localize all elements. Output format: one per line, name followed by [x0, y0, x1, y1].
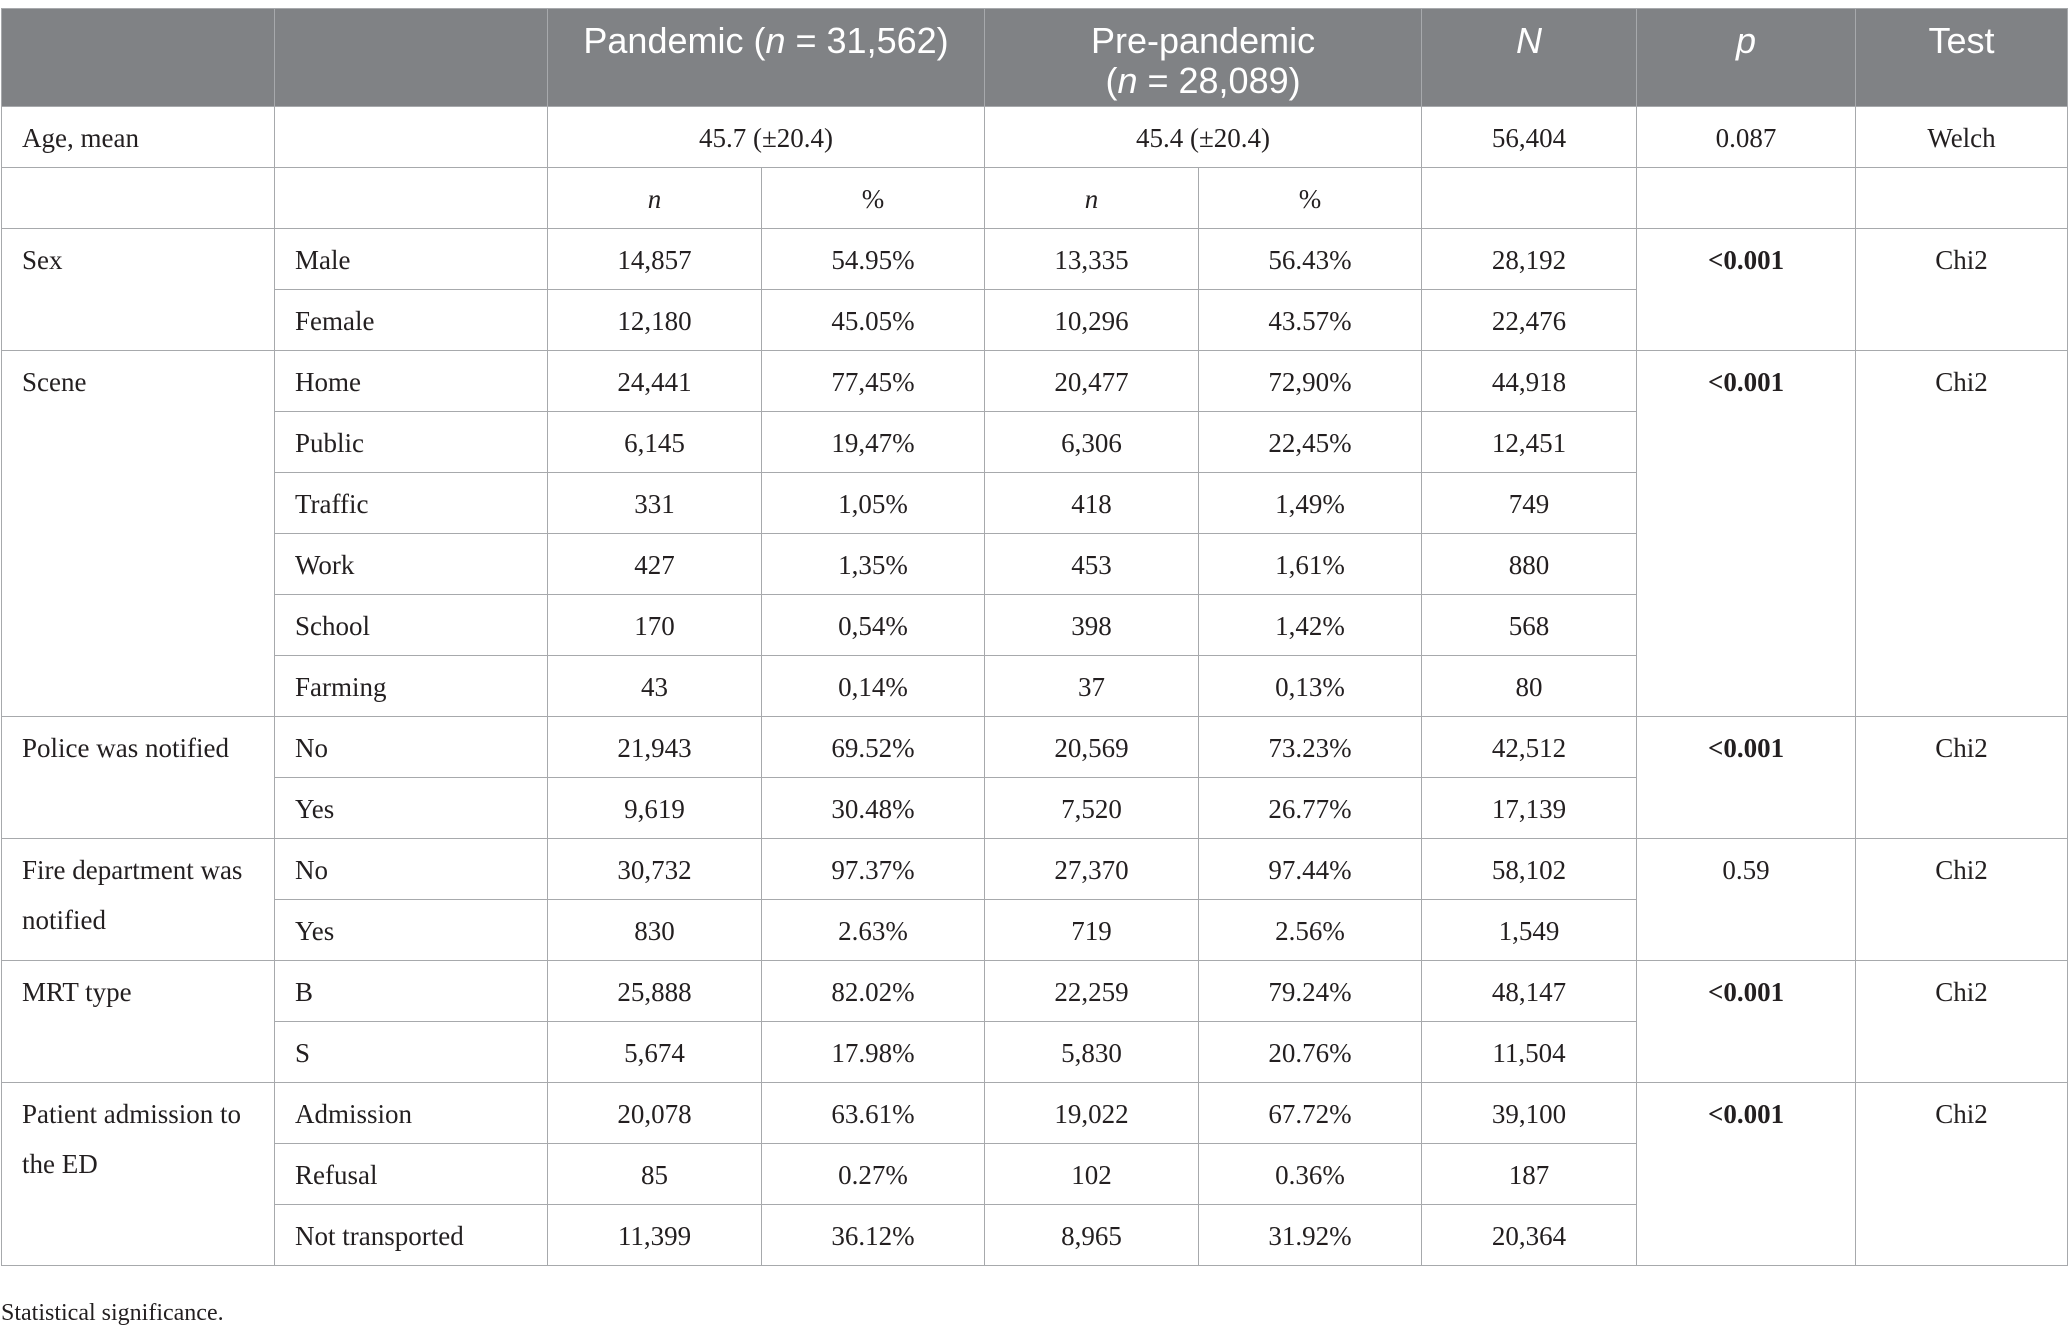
- prepandemic-n: 27,370: [985, 839, 1199, 900]
- subheader-blank-4: [1637, 168, 1856, 229]
- pandemic-pct: 2.63%: [762, 900, 985, 961]
- prepandemic-pct: 1,49%: [1199, 473, 1422, 534]
- test-name: Chi2: [1856, 839, 2068, 961]
- group-label: Police was notified: [2, 717, 275, 839]
- pandemic-n: 21,943: [548, 717, 762, 778]
- p-value: <0.001: [1637, 229, 1856, 351]
- prepandemic-n: 102: [985, 1144, 1199, 1205]
- total-N: 749: [1422, 473, 1637, 534]
- category-label: Home: [275, 351, 548, 412]
- prepandemic-n: 6,306: [985, 412, 1199, 473]
- pandemic-n: 9,619: [548, 778, 762, 839]
- total-N: 48,147: [1422, 961, 1637, 1022]
- category-label: S: [275, 1022, 548, 1083]
- test-name: Chi2: [1856, 1083, 2068, 1266]
- category-label: Yes: [275, 900, 548, 961]
- prepandemic-n: 19,022: [985, 1083, 1199, 1144]
- statistics-table: [1, 8, 2068, 1266]
- header-row: [2, 9, 2068, 107]
- category-label: Male: [275, 229, 548, 290]
- category-label: Public: [275, 412, 548, 473]
- category-label: B: [275, 961, 548, 1022]
- total-N: 20,364: [1422, 1205, 1637, 1266]
- p-value: <0.001: [1637, 717, 1856, 839]
- subheader-prepandemic-pct: %: [1199, 168, 1422, 229]
- category-label: No: [275, 839, 548, 900]
- prepandemic-pct: 22,45%: [1199, 412, 1422, 473]
- total-N: 22,476: [1422, 290, 1637, 351]
- test-name: Chi2: [1856, 717, 2068, 839]
- pandemic-pct: 97.37%: [762, 839, 985, 900]
- pandemic-pct: 19,47%: [762, 412, 985, 473]
- prepandemic-n: 5,830: [985, 1022, 1199, 1083]
- category-label: Farming: [275, 656, 548, 717]
- prepandemic-pct: 31.92%: [1199, 1205, 1422, 1266]
- total-N: 11,504: [1422, 1022, 1637, 1083]
- p-value: 0.59: [1637, 839, 1856, 961]
- total-N: 42,512: [1422, 717, 1637, 778]
- header-p: p: [1637, 9, 1856, 107]
- pandemic-pct: 82.02%: [762, 961, 985, 1022]
- age-pandemic: 45.7 (±20.4): [548, 107, 985, 168]
- prepandemic-n: 13,335: [985, 229, 1199, 290]
- header-pandemic: Pandemic (n = 31,562): [548, 9, 985, 107]
- pandemic-pct: 45.05%: [762, 290, 985, 351]
- category-label: Not transported: [275, 1205, 548, 1266]
- pandemic-pct: 63.61%: [762, 1083, 985, 1144]
- total-N: 58,102: [1422, 839, 1637, 900]
- age-N: 56,404: [1422, 107, 1637, 168]
- age-prepandemic: 45.4 (±20.4): [985, 107, 1422, 168]
- pandemic-pct: 17.98%: [762, 1022, 985, 1083]
- footnote: Statistical significance.: [1, 1300, 224, 1326]
- pandemic-pct: 77,45%: [762, 351, 985, 412]
- prepandemic-pct: 2.56%: [1199, 900, 1422, 961]
- prepandemic-n: 20,477: [985, 351, 1199, 412]
- prepandemic-n: 719: [985, 900, 1199, 961]
- table-row: [2, 961, 2068, 1022]
- prepandemic-n: 10,296: [985, 290, 1199, 351]
- pandemic-n: 5,674: [548, 1022, 762, 1083]
- prepandemic-n: 22,259: [985, 961, 1199, 1022]
- p-value: <0.001: [1637, 1083, 1856, 1266]
- pandemic-n: 25,888: [548, 961, 762, 1022]
- header-N: N: [1422, 9, 1637, 107]
- pandemic-pct: 36.12%: [762, 1205, 985, 1266]
- category-label: Refusal: [275, 1144, 548, 1205]
- total-N: 187: [1422, 1144, 1637, 1205]
- prepandemic-pct: 26.77%: [1199, 778, 1422, 839]
- table-header: [2, 9, 2068, 107]
- header-blank-1: [2, 9, 275, 107]
- pandemic-n: 331: [548, 473, 762, 534]
- table-row: [2, 229, 2068, 290]
- category-label: Yes: [275, 778, 548, 839]
- group-label: Scene: [2, 351, 275, 717]
- subheader-pandemic-pct: %: [762, 168, 985, 229]
- pandemic-n: 20,078: [548, 1083, 762, 1144]
- prepandemic-pct: 20.76%: [1199, 1022, 1422, 1083]
- pandemic-n: 427: [548, 534, 762, 595]
- header-test: Test: [1856, 9, 2068, 107]
- age-p: 0.087: [1637, 107, 1856, 168]
- subheader-blank-1: [2, 168, 275, 229]
- total-N: 1,549: [1422, 900, 1637, 961]
- group-label: Sex: [2, 229, 275, 351]
- subheader-row: [2, 168, 2068, 229]
- subheader-prepandemic-n: n: [985, 168, 1199, 229]
- pandemic-n: 85: [548, 1144, 762, 1205]
- test-name: Chi2: [1856, 961, 2068, 1083]
- p-value: <0.001: [1637, 961, 1856, 1083]
- prepandemic-pct: 97.44%: [1199, 839, 1422, 900]
- test-name: Chi2: [1856, 229, 2068, 351]
- prepandemic-pct: 1,42%: [1199, 595, 1422, 656]
- prepandemic-n: 453: [985, 534, 1199, 595]
- total-N: 80: [1422, 656, 1637, 717]
- group-label: MRT type: [2, 961, 275, 1083]
- category-label: School: [275, 595, 548, 656]
- age-test: Welch: [1856, 107, 2068, 168]
- total-N: 568: [1422, 595, 1637, 656]
- prepandemic-pct: 43.57%: [1199, 290, 1422, 351]
- pandemic-n: 43: [548, 656, 762, 717]
- prepandemic-pct: 0.36%: [1199, 1144, 1422, 1205]
- pandemic-pct: 0,54%: [762, 595, 985, 656]
- pandemic-pct: 0,14%: [762, 656, 985, 717]
- subheader-blank-2: [275, 168, 548, 229]
- pandemic-n: 6,145: [548, 412, 762, 473]
- prepandemic-n: 7,520: [985, 778, 1199, 839]
- group-label: Fire department was notified: [2, 839, 275, 961]
- header-blank-2: [275, 9, 548, 107]
- prepandemic-pct: 0,13%: [1199, 656, 1422, 717]
- pandemic-pct: 69.52%: [762, 717, 985, 778]
- pandemic-n: 830: [548, 900, 762, 961]
- prepandemic-n: 20,569: [985, 717, 1199, 778]
- subheader-pandemic-n: n: [548, 168, 762, 229]
- total-N: 28,192: [1422, 229, 1637, 290]
- prepandemic-n: 418: [985, 473, 1199, 534]
- header-prepandemic: Pre-pandemic (n = 28,089): [985, 9, 1422, 107]
- pandemic-pct: 1,35%: [762, 534, 985, 595]
- p-value: <0.001: [1637, 351, 1856, 717]
- pandemic-n: 24,441: [548, 351, 762, 412]
- prepandemic-pct: 79.24%: [1199, 961, 1422, 1022]
- prepandemic-n: 8,965: [985, 1205, 1199, 1266]
- prepandemic-pct: 1,61%: [1199, 534, 1422, 595]
- subheader-blank-5: [1856, 168, 2068, 229]
- pandemic-n: 14,857: [548, 229, 762, 290]
- prepandemic-n: 398: [985, 595, 1199, 656]
- total-N: 39,100: [1422, 1083, 1637, 1144]
- pandemic-pct: 54.95%: [762, 229, 985, 290]
- pandemic-pct: 1,05%: [762, 473, 985, 534]
- prepandemic-pct: 73.23%: [1199, 717, 1422, 778]
- prepandemic-n: 37: [985, 656, 1199, 717]
- pandemic-n: 30,732: [548, 839, 762, 900]
- table-row: [2, 839, 2068, 900]
- category-label: Traffic: [275, 473, 548, 534]
- total-N: 17,139: [1422, 778, 1637, 839]
- category-label: Work: [275, 534, 548, 595]
- subheader-blank-3: [1422, 168, 1637, 229]
- test-name: Chi2: [1856, 351, 2068, 717]
- category-label: Female: [275, 290, 548, 351]
- table-body: [2, 107, 2068, 1266]
- pandemic-n: 170: [548, 595, 762, 656]
- pandemic-pct: 0.27%: [762, 1144, 985, 1205]
- group-label: Patient admission to the ED: [2, 1083, 275, 1266]
- age-blank: [275, 107, 548, 168]
- table-row: [2, 1083, 2068, 1144]
- table-row: [2, 717, 2068, 778]
- age-row: [2, 107, 2068, 168]
- pandemic-n: 12,180: [548, 290, 762, 351]
- table-row: [2, 351, 2068, 412]
- total-N: 44,918: [1422, 351, 1637, 412]
- prepandemic-pct: 72,90%: [1199, 351, 1422, 412]
- pandemic-pct: 30.48%: [762, 778, 985, 839]
- pandemic-n: 11,399: [548, 1205, 762, 1266]
- prepandemic-pct: 67.72%: [1199, 1083, 1422, 1144]
- prepandemic-pct: 56.43%: [1199, 229, 1422, 290]
- age-label: Age, mean: [2, 107, 275, 168]
- category-label: Admission: [275, 1083, 548, 1144]
- total-N: 12,451: [1422, 412, 1637, 473]
- category-label: No: [275, 717, 548, 778]
- total-N: 880: [1422, 534, 1637, 595]
